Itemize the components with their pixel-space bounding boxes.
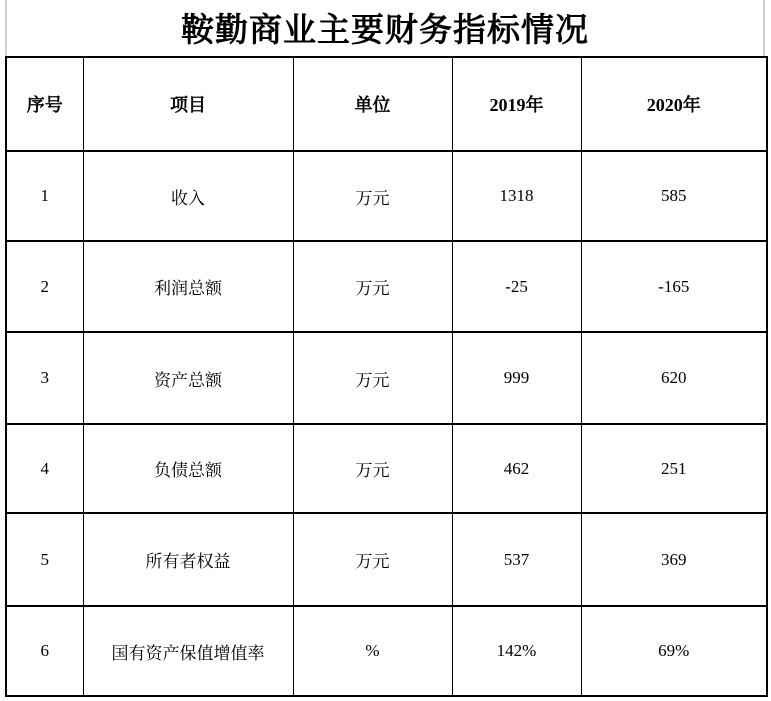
- table-row: [6, 424, 767, 513]
- table-row: [6, 513, 767, 606]
- header-cell-item: 项目: [83, 57, 293, 151]
- table-row: [6, 606, 767, 696]
- cell-unit: 万元: [293, 241, 452, 332]
- cell-index: 1: [6, 151, 83, 241]
- cell-unit: 万元: [293, 332, 452, 424]
- cell-2019-value: 999: [452, 332, 581, 424]
- cell-item: 负债总额: [83, 424, 293, 513]
- cell-2019-value: 142%: [452, 606, 581, 696]
- financial-indicators-table: [5, 56, 768, 697]
- cell-2019-value: 537: [452, 513, 581, 606]
- cell-item: 国有资产保值增值率: [83, 606, 293, 696]
- cell-unit: 万元: [293, 513, 452, 606]
- cell-2020-value: 585: [581, 151, 767, 241]
- table-row: [6, 241, 767, 332]
- table-row: [6, 151, 767, 241]
- header-cell-unit: 单位: [293, 57, 452, 151]
- header-cell-2020: 2020年: [581, 57, 767, 151]
- cell-2020-value: 69%: [581, 606, 767, 696]
- table-row: [6, 332, 767, 424]
- table-title: 鞍勤商业主要财务指标情况: [181, 12, 589, 49]
- cell-index: 4: [6, 424, 83, 513]
- cell-index: 3: [6, 332, 83, 424]
- cell-2019-value: -25: [452, 241, 581, 332]
- cell-unit: 万元: [293, 424, 452, 513]
- header-row: [6, 57, 767, 151]
- cell-item: 所有者权益: [83, 513, 293, 606]
- cell-2019-value: 1318: [452, 151, 581, 241]
- cell-2020-value: 620: [581, 332, 767, 424]
- cell-item: 资产总额: [83, 332, 293, 424]
- header-cell-index: 序号: [6, 57, 83, 151]
- cell-unit: %: [293, 606, 452, 696]
- cell-index: 5: [6, 513, 83, 606]
- cell-unit: 万元: [293, 151, 452, 241]
- cell-index: 2: [6, 241, 83, 332]
- cell-2019-value: 462: [452, 424, 581, 513]
- cell-2020-value: -165: [581, 241, 767, 332]
- table-title-block: [5, 0, 765, 56]
- cell-item: 利润总额: [83, 241, 293, 332]
- cell-index: 6: [6, 606, 83, 696]
- cell-item: 收入: [83, 151, 293, 241]
- cell-2020-value: 251: [581, 424, 767, 513]
- header-cell-2019: 2019年: [452, 57, 581, 151]
- cell-2020-value: 369: [581, 513, 767, 606]
